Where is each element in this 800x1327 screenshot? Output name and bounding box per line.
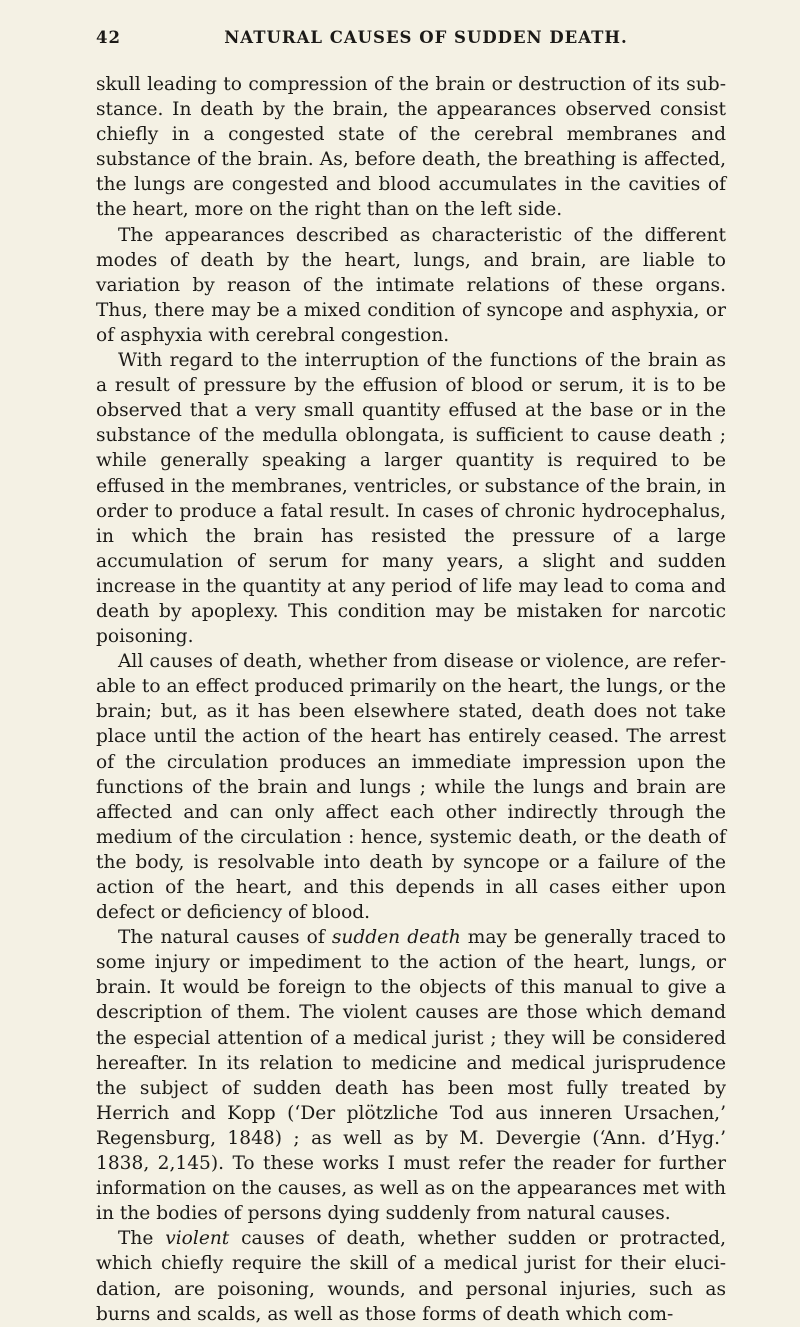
page-number: 42 (96, 28, 121, 47)
paragraph-2: The appearances described as characteristic of the different modes of death by the heart, lungs, and brain, are liable to variation by reason of the intimate relations of these organs. Thus, there may be a mixed condition of syncope and asphyxia, or of asphyxia with cerebral congestion. (96, 224, 726, 346)
paragraph-1: skull leading to compression of the brain or destruction of its substance. In death by the brain, the appearances observed consist chiefly in a congested state of the cerebral membranes and substance of the brain. As, before death, the breathing is affected, the lungs are congested and blood accumulates in the cavities of the heart, more on the right than on the left side. (96, 74, 726, 221)
paragraph-6-lead: The (118, 1228, 166, 1250)
paragraph-6-emphasis: violent (165, 1228, 230, 1250)
paragraph-6-rest: causes of death, whether sudden or protracted, which chiefly require the skill of a medical jurist for their elucidation, are poisoning, wounds, and personal injuries, such as burns and scalds, as well as those forms of death which com- (96, 1228, 726, 1325)
paragraph-5-emphasis: sudden death (331, 927, 461, 949)
book-page (96, 28, 726, 1327)
page-header (96, 28, 726, 58)
paragraph-5 (96, 925, 726, 1226)
paragraph-5-lead: The natural causes of (118, 927, 332, 949)
body-text (96, 72, 726, 1327)
running-head: NATURAL CAUSES OF SUDDEN DEATH. (224, 28, 628, 47)
paragraph-5-rest: may be generally traced to some injury or impediment to the action of the heart, lungs, or brain. It would be foreign to the objects of this manual to give a description of them. The violent causes are those which demand the especial attention of a medical jurist ; they will be considered hereafter. In its relation to medicine and medical jurisprudence the subject of sudden death has been most fully treated by Herrich and Kopp (‘Der plötzliche Tod aus inneren Ursachen,’ Regensburg, 1848) ; as well as by M. Devergie (‘Ann. d’Hyg.’ 1838, 2,145). To these works I must refer the reader for further information on the causes, as well as on the appearances met with in the bodies of persons dying suddenly from natural causes. (96, 927, 726, 1225)
paragraph-3: With regard to the interruption of the functions of the brain as a result of pressure by the effusion of blood or serum, it is to be observed that a very small quantity effused at the base or in the substance of the medulla oblongata, is sufficient to cause death ; while generally speaking a larger quantity is required to be effused in the membranes, ventricles, or substance of the brain, in order to produce a fatal result. In cases of chronic hydrocephalus, in which the brain has resisted the pressure of a large accumulation of serum for many years, a slight and sudden increase in the quantity at any period of life may lead to coma and death by apoplexy. This condition may be mistaken for narcotic poisoning. (96, 350, 726, 648)
paragraph-4: All causes of death, whether from disease or violence, are referable to an effect produced primarily on the heart, the lungs, or the brain; but, as it has been elsewhere stated, death does not take place until the action of the heart has entirely ceased. The arrest of the circulation produces an immediate impression upon the functions of the brain and lungs ; while the lungs and brain are affected and can only affect each other indirectly through the medium of the circulation : hence, systemic death, or the death of the body, is resolvable into death by syncope or a failure of the action of the heart, and this depends in all cases either upon defect or deficiency of blood. (96, 651, 726, 924)
paragraph-6 (96, 1226, 726, 1326)
